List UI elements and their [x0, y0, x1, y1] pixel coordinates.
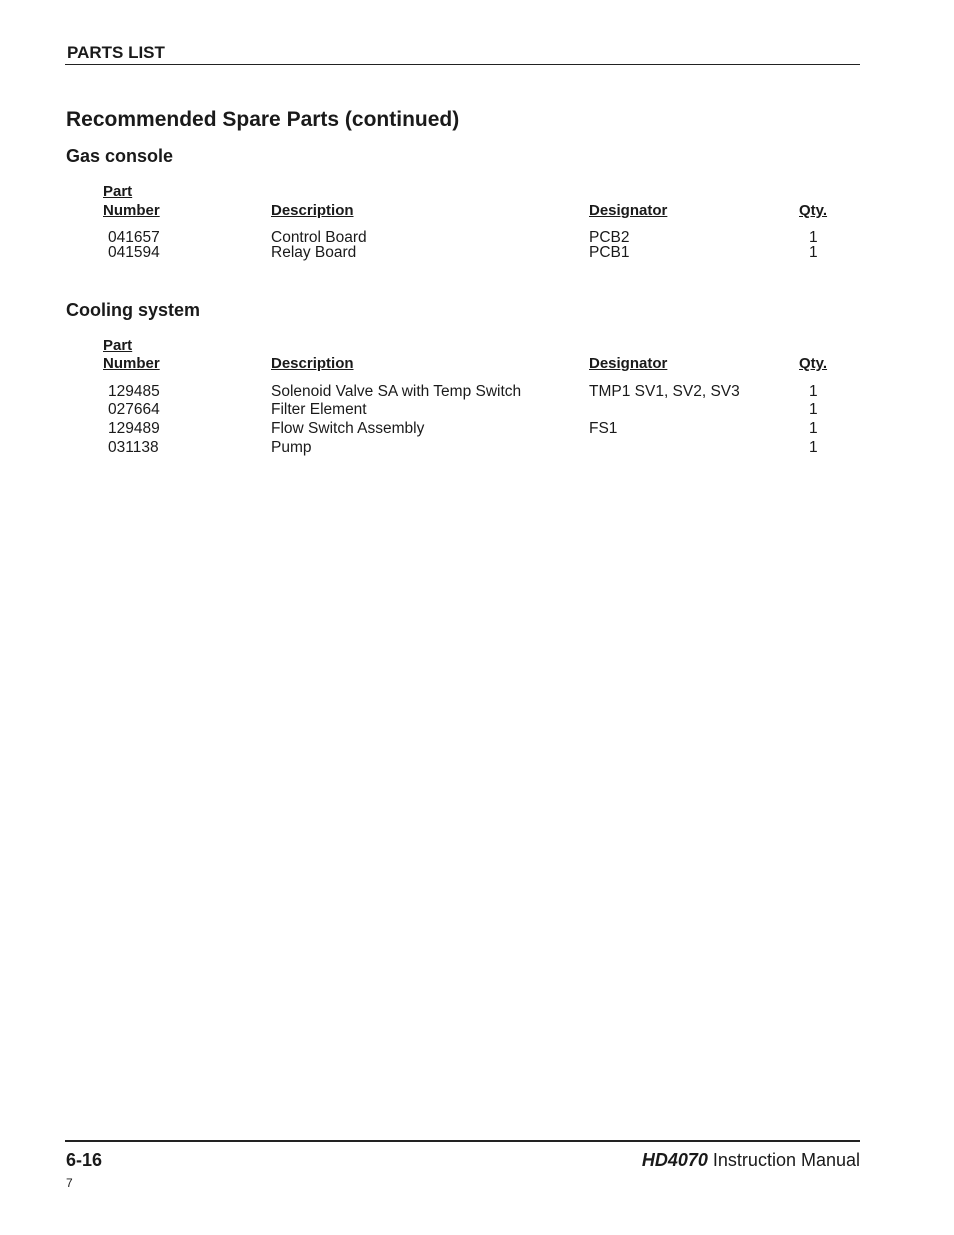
col-header-part-line2: Number	[103, 202, 160, 219]
col-header-designator: Designator	[589, 202, 668, 219]
part-qty: 1	[809, 244, 818, 261]
part-qty: 1	[809, 401, 818, 418]
footer-sub-number: 7	[66, 1176, 73, 1190]
part-designator: PCB1	[589, 244, 630, 261]
col-header-qty: Qty.	[799, 202, 828, 219]
part-qty: 1	[809, 439, 818, 456]
footer-divider	[65, 1140, 860, 1142]
part-qty: 1	[809, 420, 818, 437]
part-description: Solenoid Valve SA with Temp Switch	[271, 383, 522, 400]
part-designator: TMP1 SV1, SV2, SV3	[589, 383, 740, 400]
page-title: Recommended Spare Parts (continued)	[66, 108, 460, 131]
part-description: Relay Board	[271, 244, 357, 261]
section-header: PARTS LIST	[67, 43, 165, 62]
part-description: Flow Switch Assembly	[271, 420, 425, 437]
col-header-designator: Designator	[589, 355, 668, 372]
part-number: 129485	[108, 383, 160, 400]
part-description: Filter Element	[271, 401, 367, 418]
part-qty: 1	[809, 229, 818, 246]
col-header-description: Description	[271, 355, 354, 372]
part-number: 129489	[108, 420, 160, 437]
col-header-part-line1: Part	[103, 183, 133, 200]
part-number: 031138	[108, 439, 159, 456]
part-designator: PCB2	[589, 229, 630, 246]
manual-title	[642, 1150, 860, 1171]
col-header-part-line1: Part	[103, 337, 133, 354]
col-header-part-line2: Number	[103, 355, 160, 372]
part-number: 027664	[108, 401, 160, 418]
header-divider	[65, 64, 860, 65]
part-description: Pump	[271, 439, 312, 456]
manual-label: Instruction Manual	[712, 1150, 860, 1170]
col-header-qty: Qty.	[799, 355, 828, 372]
part-number: 041657	[108, 229, 160, 246]
part-description: Control Board	[271, 229, 367, 246]
col-header-description: Description	[271, 202, 354, 219]
page-number: 6-16	[66, 1150, 103, 1170]
part-number: 041594	[108, 244, 160, 261]
model-name: HD4070	[641, 1150, 708, 1170]
part-qty: 1	[809, 383, 818, 400]
cooling-system-heading: Cooling system	[66, 300, 201, 320]
gas-console-heading: Gas console	[66, 146, 174, 166]
part-designator: FS1	[589, 420, 618, 437]
